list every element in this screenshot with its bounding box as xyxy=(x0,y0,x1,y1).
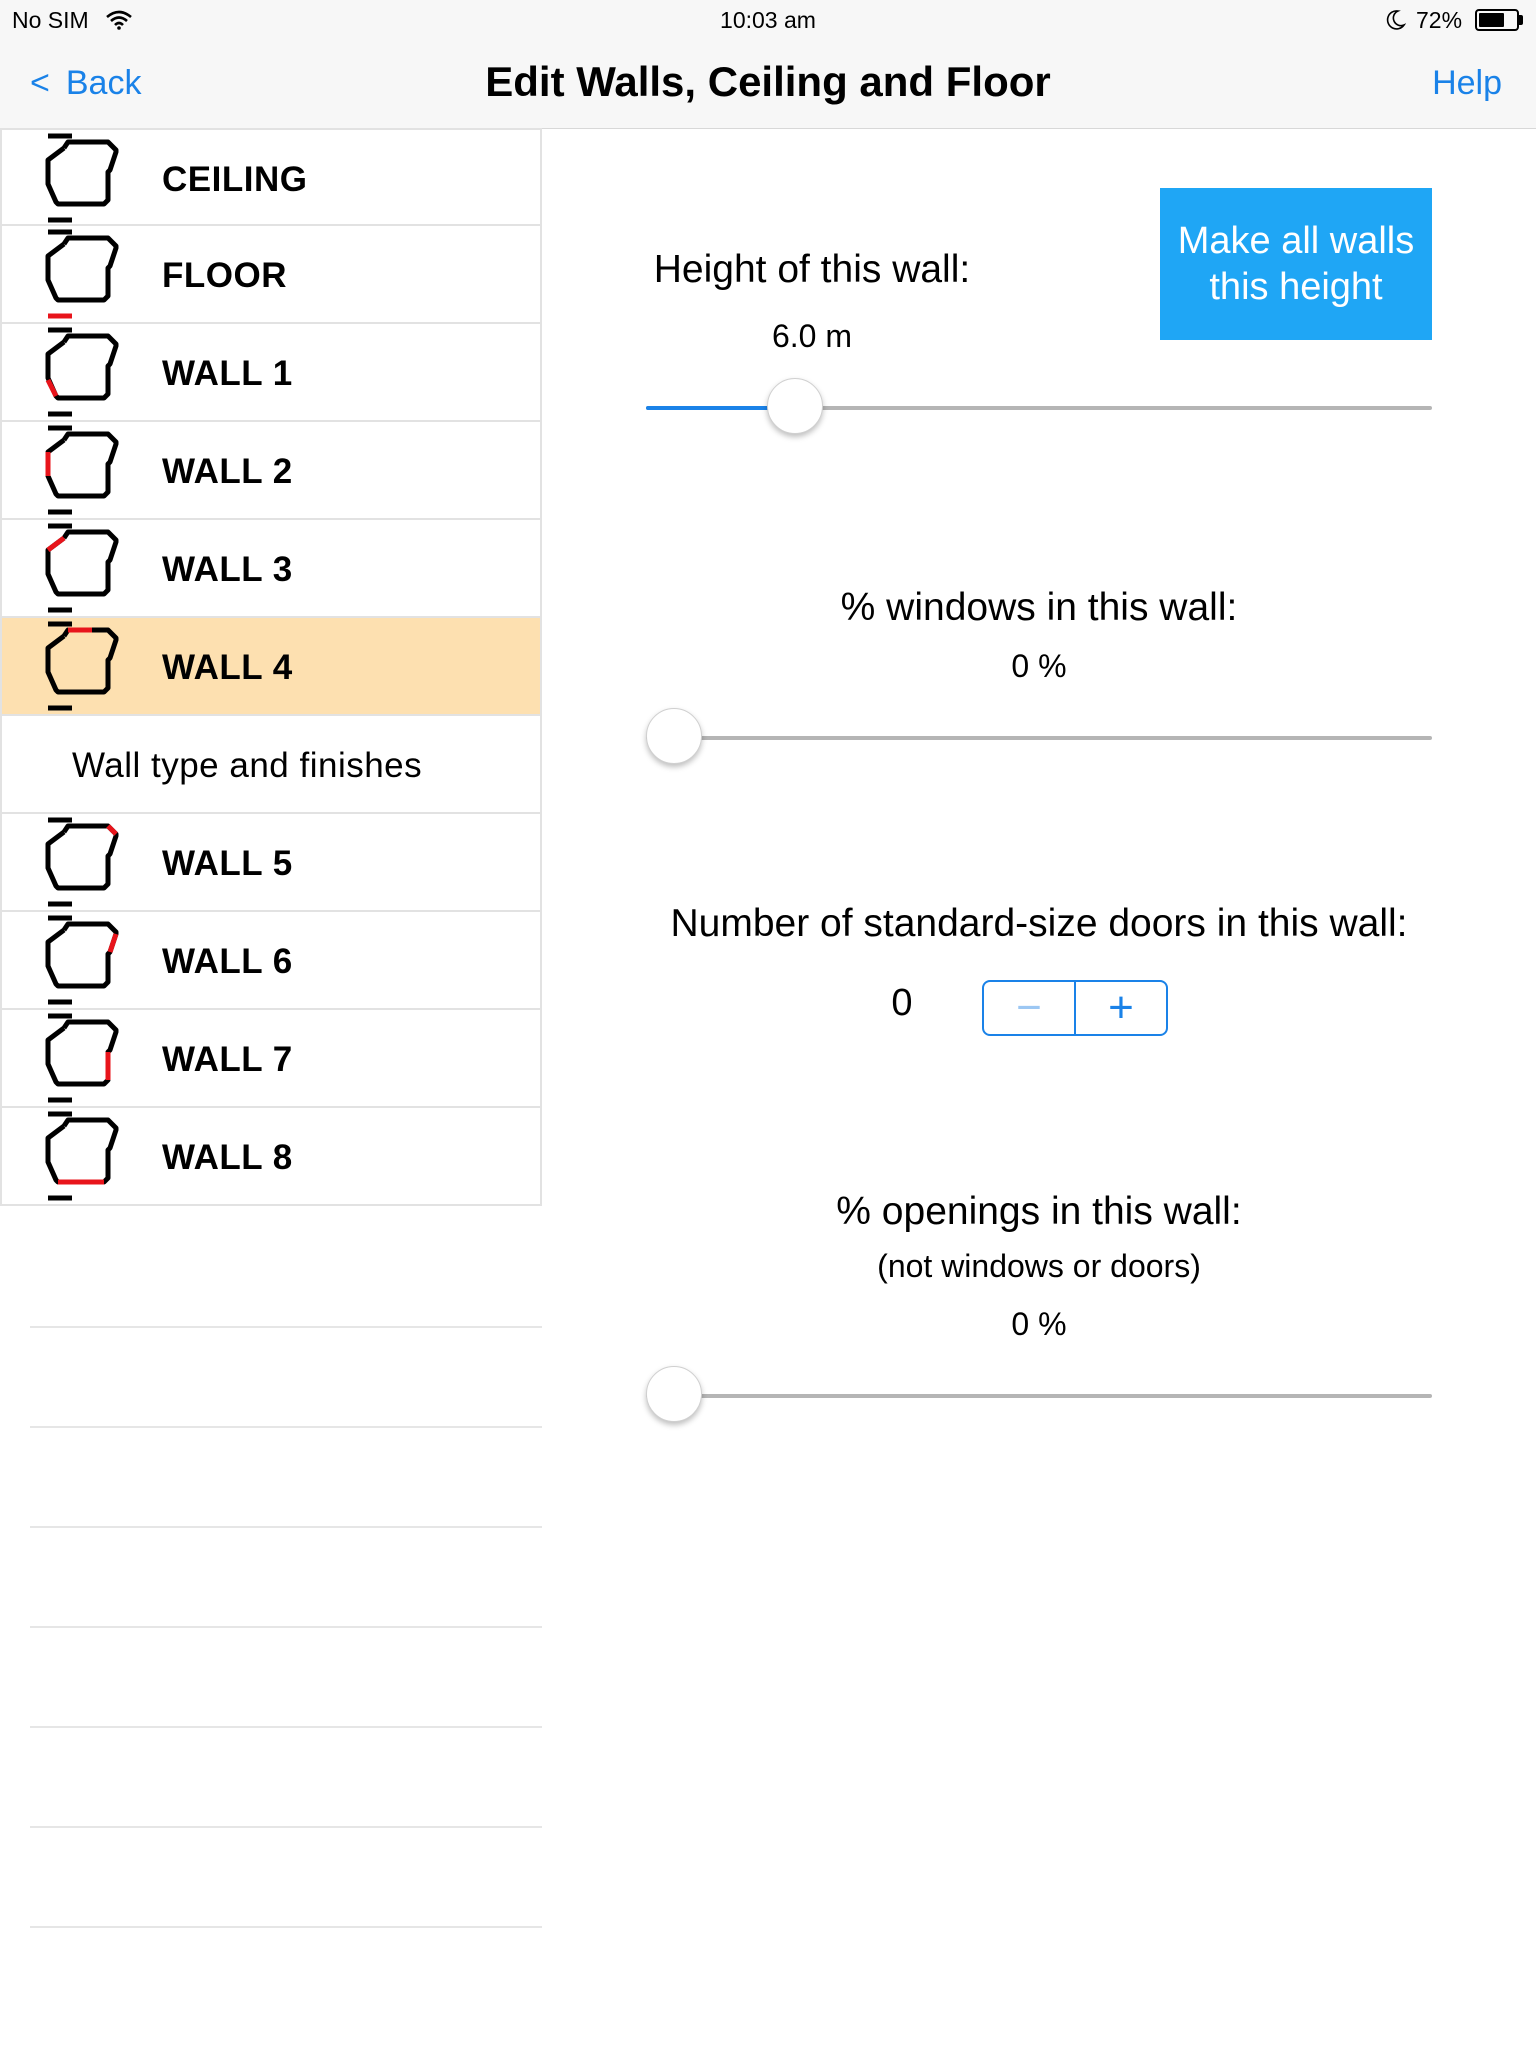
surface-item-label: WALL 8 xyxy=(162,1138,293,1177)
openings-slider[interactable] xyxy=(646,1394,1432,1398)
windows-slider[interactable] xyxy=(646,736,1432,740)
openings-value: 0 % xyxy=(1011,1306,1067,1342)
empty-row xyxy=(30,1428,542,1528)
decrement-button[interactable]: − xyxy=(984,982,1076,1034)
surface-item[interactable] xyxy=(0,324,542,422)
openings-label: % openings in this wall: xyxy=(836,1190,1242,1233)
increment-button[interactable]: + xyxy=(1108,983,1134,1032)
surface-item[interactable] xyxy=(0,912,542,1010)
surface-item-label: Wall type and finishes xyxy=(72,746,423,785)
surface-item[interactable] xyxy=(0,1010,542,1108)
surface-item[interactable] xyxy=(0,814,542,912)
surface-item-label: WALL 2 xyxy=(162,452,293,491)
windows-value: 0 % xyxy=(1011,648,1067,684)
surface-item[interactable] xyxy=(0,128,542,226)
doors-value: 0 xyxy=(891,982,913,1024)
room-outline-icon xyxy=(42,914,122,1008)
room-outline-icon xyxy=(42,132,122,226)
battery-percent: 72% xyxy=(1416,7,1463,33)
room-outline-icon xyxy=(42,816,122,910)
empty-list-area xyxy=(30,1228,542,1928)
height-slider[interactable] xyxy=(646,406,1432,410)
surface-item[interactable] xyxy=(0,226,542,324)
page-title: Edit Walls, Ceiling and Floor xyxy=(485,58,1051,105)
room-outline-icon xyxy=(42,424,122,518)
room-outline-icon xyxy=(42,522,122,616)
doors-stepper xyxy=(982,980,1168,1036)
chevron-left-icon: < xyxy=(30,64,50,102)
navigation-bar xyxy=(0,40,1536,129)
surface-item-label: FLOOR xyxy=(162,256,287,295)
surface-item-label: WALL 4 xyxy=(162,648,293,687)
surface-item[interactable] xyxy=(0,520,542,618)
surface-item-label: WALL 3 xyxy=(162,550,293,589)
empty-row xyxy=(30,1228,542,1328)
height-label: Height of this wall: xyxy=(653,248,971,291)
make-all-walls-height-button[interactable] xyxy=(1160,188,1432,340)
surface-item[interactable] xyxy=(0,422,542,520)
battery-tip xyxy=(1519,15,1523,25)
windows-slider-thumb[interactable] xyxy=(646,708,702,764)
doors-label: Number of standard-size doors in this wall: xyxy=(670,902,1408,945)
room-outline-icon xyxy=(42,620,122,714)
openings-sublabel: (not windows or doors) xyxy=(877,1248,1201,1284)
height-slider-thumb[interactable] xyxy=(767,378,823,434)
surface-item[interactable] xyxy=(0,1108,542,1206)
room-outline-icon xyxy=(42,228,122,322)
room-outline-icon xyxy=(42,1012,122,1106)
clock: 10:03 am xyxy=(720,7,816,33)
moon-icon xyxy=(1384,9,1406,31)
room-outline-icon xyxy=(42,1110,122,1204)
make-all-line2: this height xyxy=(1209,266,1383,308)
surface-list xyxy=(0,128,542,1206)
carrier-label: No SIM xyxy=(12,7,89,33)
surface-item-label: CEILING xyxy=(162,160,308,199)
empty-row xyxy=(30,1728,542,1828)
wall-type-finishes-item[interactable] xyxy=(0,716,542,814)
empty-row xyxy=(30,1528,542,1628)
surface-item-label: WALL 5 xyxy=(162,844,293,883)
room-outline-icon xyxy=(42,326,122,420)
windows-label: % windows in this wall: xyxy=(840,586,1238,629)
height-value: 6.0 m xyxy=(771,318,853,354)
battery-icon xyxy=(1475,9,1519,31)
make-all-line1: Make all walls xyxy=(1177,220,1415,262)
empty-row xyxy=(30,1628,542,1728)
surface-item-label: WALL 6 xyxy=(162,942,293,981)
surface-item-label: WALL 7 xyxy=(162,1040,293,1079)
surface-item-label: WALL 1 xyxy=(162,354,293,393)
surface-item[interactable] xyxy=(0,618,542,716)
back-label: Back xyxy=(65,64,142,102)
empty-row xyxy=(30,1328,542,1428)
status-bar xyxy=(0,0,1536,40)
empty-row xyxy=(30,1828,542,1928)
openings-slider-thumb[interactable] xyxy=(646,1366,702,1422)
help-button[interactable]: Help xyxy=(1432,64,1502,102)
